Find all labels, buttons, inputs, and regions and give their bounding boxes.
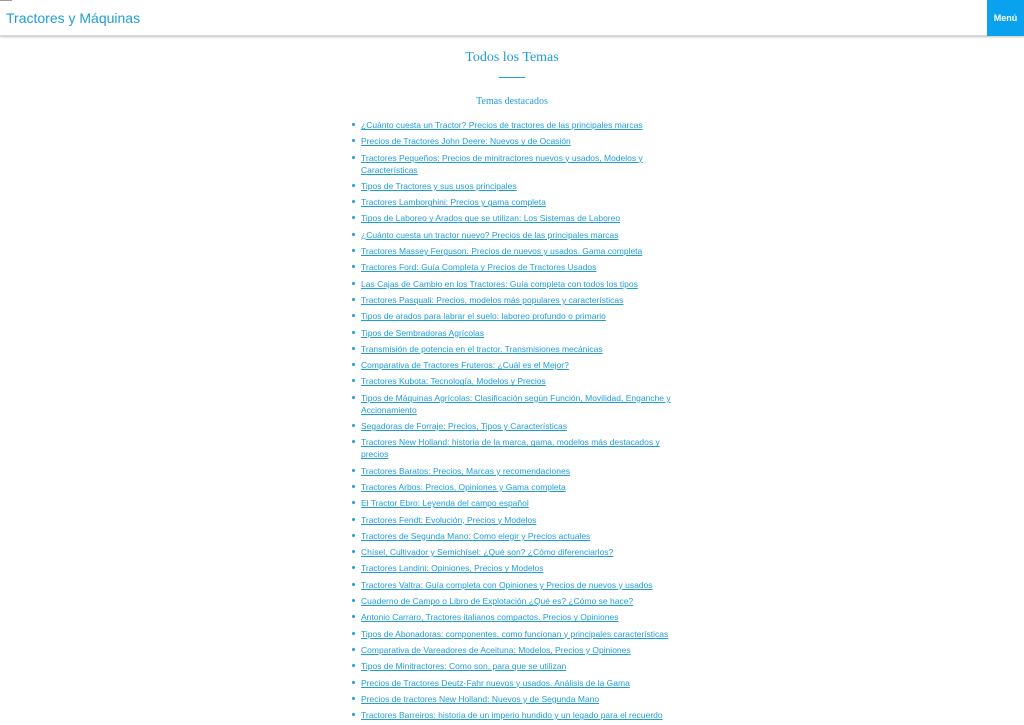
topic-link[interactable]: Tractores de Segunda Mano: Como elegir y Precios actuales [361,530,591,541]
list-item [361,119,681,131]
topic-link[interactable]: Tractores Pasquali: Precios, modelos más populares y características [361,294,624,305]
topic-link[interactable]: Tractores Lamborghini: Precios y gama completa [361,197,546,208]
topic-link[interactable]: Tipos de Máquinas Agrícolas: Clasificación según Función, Movilidad, Enganche y Accionamiento [361,392,671,415]
topic-link[interactable]: Tractores Pequeños: Precios de minitractores nuevos y usados, Modelos y Características [361,152,643,175]
topic-link[interactable]: Precios de Tractores Deutz-Fahr nuevos y usados. Análisis de la Gama [361,677,630,688]
topic-link[interactable]: ¿Cuánto cuesta un Tractor? Precios de tractores de las principales marcas [361,120,643,130]
list-item [361,465,681,477]
topic-link[interactable]: Precios de tractores New Holland: Nuevos y de Segunda Mano [361,693,600,704]
list-item [361,212,681,224]
topic-link[interactable]: Tractores Barreiros: historia de un imperio hundido y un legado para el recuerdo [361,710,663,721]
topic-link[interactable]: Tractores Fendt: Evolución, Precios y Modelos [361,514,537,525]
list-item [361,180,681,192]
list-item [361,327,681,339]
site-header [0,0,1024,36]
list-item [361,709,681,721]
list-item [361,135,681,147]
topic-link[interactable]: Tractores Landini: Opiniones, Precios y Modelos [361,563,544,574]
list-item [361,436,681,460]
list-item [361,278,681,290]
list-item [361,310,681,322]
list-item [361,530,681,542]
topic-link[interactable]: Tipos de arados para labrar el suelo: laboreo profundo o primario [361,311,606,322]
list-item [361,497,681,509]
menu-button[interactable]: Menú [987,0,1024,36]
corner-mark [0,0,12,1]
list-item [361,677,681,689]
topic-link[interactable]: Las Cajas de Cambio en los Tractores: Guía completa con todos los tipos [361,278,638,289]
topic-link[interactable]: Precios de Tractores John Deere: Nuevos y de Ocasión [361,136,571,147]
list-item [361,420,681,432]
topic-link[interactable]: Tipos de Minitractores: Como son, para que se utilizan [361,661,567,672]
topic-link[interactable]: Tractores Baratos: Precios, Marcas y recomendaciones [361,465,570,476]
list-item [361,261,681,273]
list-item [361,579,681,591]
topic-link[interactable]: Tractores Kubota: Tecnología, Modelos y Precios [361,376,546,387]
list-item [361,660,681,672]
topic-link[interactable]: Antonio Carraro, Tractores italianos compactos. Precios y Opiniones [361,612,619,623]
list-item [361,152,681,176]
topic-link[interactable]: Comparativa de Vareadores de Aceituna: Modelos, Precios y Opiniones [361,644,631,655]
list-item [361,294,681,306]
topic-link[interactable]: Transmisión de potencia en el tractor. Transmisiones mecánicas [361,343,603,354]
list-item [361,245,681,257]
topic-link[interactable]: Tipos de Abonadoras: componentes, como funcionan y principales características [361,628,669,639]
topic-link[interactable]: Tractores New Holland: historia de la marca, gama, modelos más destacados y precios [361,437,660,460]
topic-link[interactable]: Tipos de Sembradoras Agrícolas [361,327,484,338]
list-item [361,562,681,574]
list-item [361,375,681,387]
list-item [361,628,681,640]
list-item [361,196,681,208]
topics-list [361,119,681,725]
title-divider [499,77,525,78]
list-item [361,359,681,371]
topic-link[interactable]: Cuaderno de Campo o Libro de Explotación ¿Qué es? ¿Cómo se hace? [361,596,634,607]
topic-link[interactable]: Tractores Valtra: Guía completa con Opiniones y Precios de nuevos y usados [361,579,653,590]
topic-link[interactable]: Tractores Massey Ferguson. Precios de nuevos y usados. Gama completa [361,246,643,257]
section-title: Temas destacados [476,96,548,107]
topic-link[interactable]: Tipos de Tractores y sus usos principales [361,180,517,191]
page-title: Todos los Temas [465,50,559,65]
list-item [361,392,681,416]
list-item [361,611,681,623]
list-item [361,343,681,355]
list-item [361,229,681,241]
list-item [361,481,681,493]
topic-link[interactable]: Tipos de Laboreo y Arados que se utilizan: Los Sistemas de Laboreo [361,213,621,224]
list-item [361,546,681,558]
topic-link[interactable]: ¿Cuánto cuesta un tractor nuevo? Precios de las principales marcas [361,229,619,240]
list-item [361,693,681,705]
topic-link[interactable]: El Tractor Ebro: Leyenda del campo español [361,498,529,509]
topic-link[interactable]: Chísel, Cultivador y Semichísel: ¿Qué son? ¿Cómo diferenciarlos? [361,547,614,558]
site-title-link[interactable]: Tractores y Máquinas [6,10,141,26]
topic-link[interactable]: Tractores Arbos: Precios, Opiniones y Gama completa [361,481,566,492]
list-item [361,644,681,656]
topic-link[interactable]: Comparativa de Tractores Fruteros: ¿Cuál es el Mejor? [361,360,569,371]
list-item [361,595,681,607]
topic-link[interactable]: Tractores Ford: Guía Completa y Precios de Tractores Usados [361,262,597,273]
list-item [361,514,681,526]
topic-link[interactable]: Segadoras de Forraje: Precios, Tipos y Características [361,421,567,432]
